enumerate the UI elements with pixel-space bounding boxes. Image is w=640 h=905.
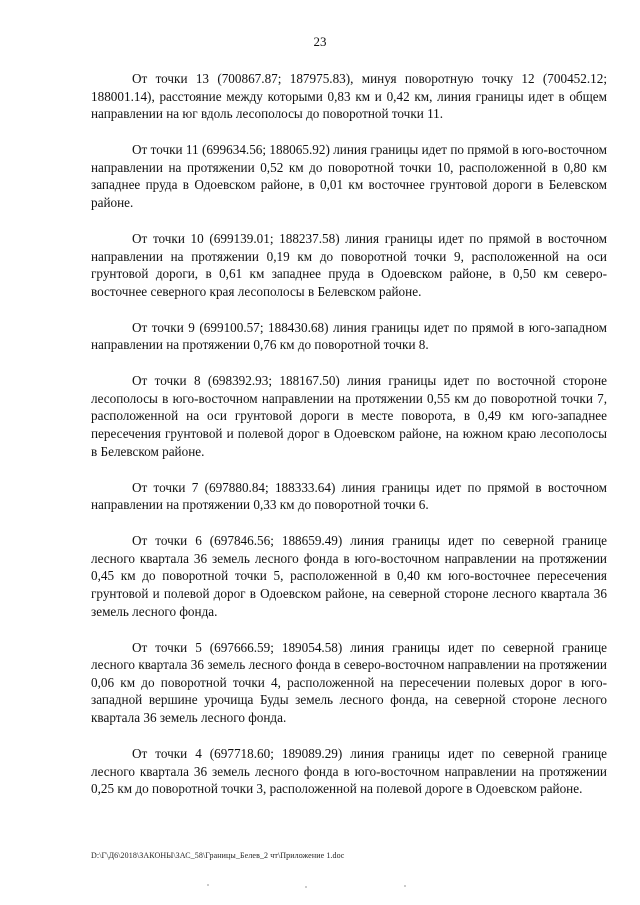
scan-speck: [404, 885, 406, 887]
paragraph-point-7: От точки 7 (697880.84; 188333.64) линия границы идет по прямой в восточном направлении на протяжении 0,33 км до поворотной точки 6.: [91, 479, 607, 513]
paragraph-point-4: От точки 4 (697718.60; 189089.29) линия границы идет по северной границе лесного квартала 36 земель лесного фонда в юго-восточном направлении на протяжении 0,25 км до поворотной точки 3, расположенной на полевой дороге в Одоевском районе.: [91, 745, 607, 797]
document-body: [91, 70, 607, 816]
paragraph-point-9: От точки 9 (699100.57; 188430.68) линия границы идет по прямой в юго-западном направлении на протяжении 0,76 км до поворотной точки 8.: [91, 319, 607, 353]
paragraph-point-13: От точки 13 (700867.87; 187975.83), минуя поворотную точку 12 (700452.12; 188001.14), расстояние между которыми 0,83 км и 0,42 км, линия границы идет в общем направлении на юг вдоль лесополосы до поворотной точки 11.: [91, 71, 607, 122]
page-number: 23: [313, 34, 327, 49]
paragraph-point-10: От точки 10 (699139.01; 188237.58) линия границы идет по прямой в восточном направлении на протяжении 0,19 км до поворотной точки 9, расположенной на оси грунтовой дороги, в 0,61 км западнее пруда в Одоевском районе, в 0,50 км северо-восточнее северного края лесополосы в Белевском районе.: [91, 230, 607, 299]
paragraph-point-6: От точки 6 (697846.56; 188659.49) линия границы идет по северной границе лесного квартала 36 земель лесного фонда в юго-восточном направлении на протяжении 0,45 км до поворотной точки 5, расположенной в 0,40 км юго-восточнее пересечения грунтовой и полевой дорог в Одоевском районе, на северной стороне лесного квартала 36 земель лесного фонда.: [91, 533, 607, 619]
scan-speck: [305, 886, 307, 888]
paragraph-point-8: От точки 8 (698392.93; 188167.50) линия границы идет по восточной стороне лесополосы в юго-восточном направлении на протяжении 0,55 км до поворотной точки 7, расположенной на оси грунтовой дороги в месте поворота, в 0,49 км юго-западнее пересечения грунтовой и полевой дорог в Одоевском районе, на южном краю лесополосы в Белевском районе.: [91, 373, 607, 459]
scan-speck: [207, 884, 209, 886]
file-path-footer: D:\Г\Д6\2018\ЗАКОНЫ\ЗАС_58\Границы_Белев_2 чт\Приложение 1.doc: [91, 851, 345, 860]
paragraph-point-5: От точки 5 (697666.59; 189054.58) линия границы идет по северной границе лесного квартала 36 земель лесного фонда в северо-восточном направлении на протяжении 0,06 км до поворотной точки 4, расположенной на пересечении полевых дорог в юго-западной вершине урочища Буды земель лесного фонда, на северной стороне лесного квартала 36 земель лесного фонда.: [91, 639, 607, 725]
paragraph-point-11: От точки 11 (699634.56; 188065.92) линия границы идет по прямой в юго-восточном направлении на протяжении 0,52 км до поворотной точки 10, расположенной в 0,80 км западнее пруда в Одоевском районе, в 0,01 км восточнее грунтовой дороги в Белевском районе.: [91, 142, 607, 210]
